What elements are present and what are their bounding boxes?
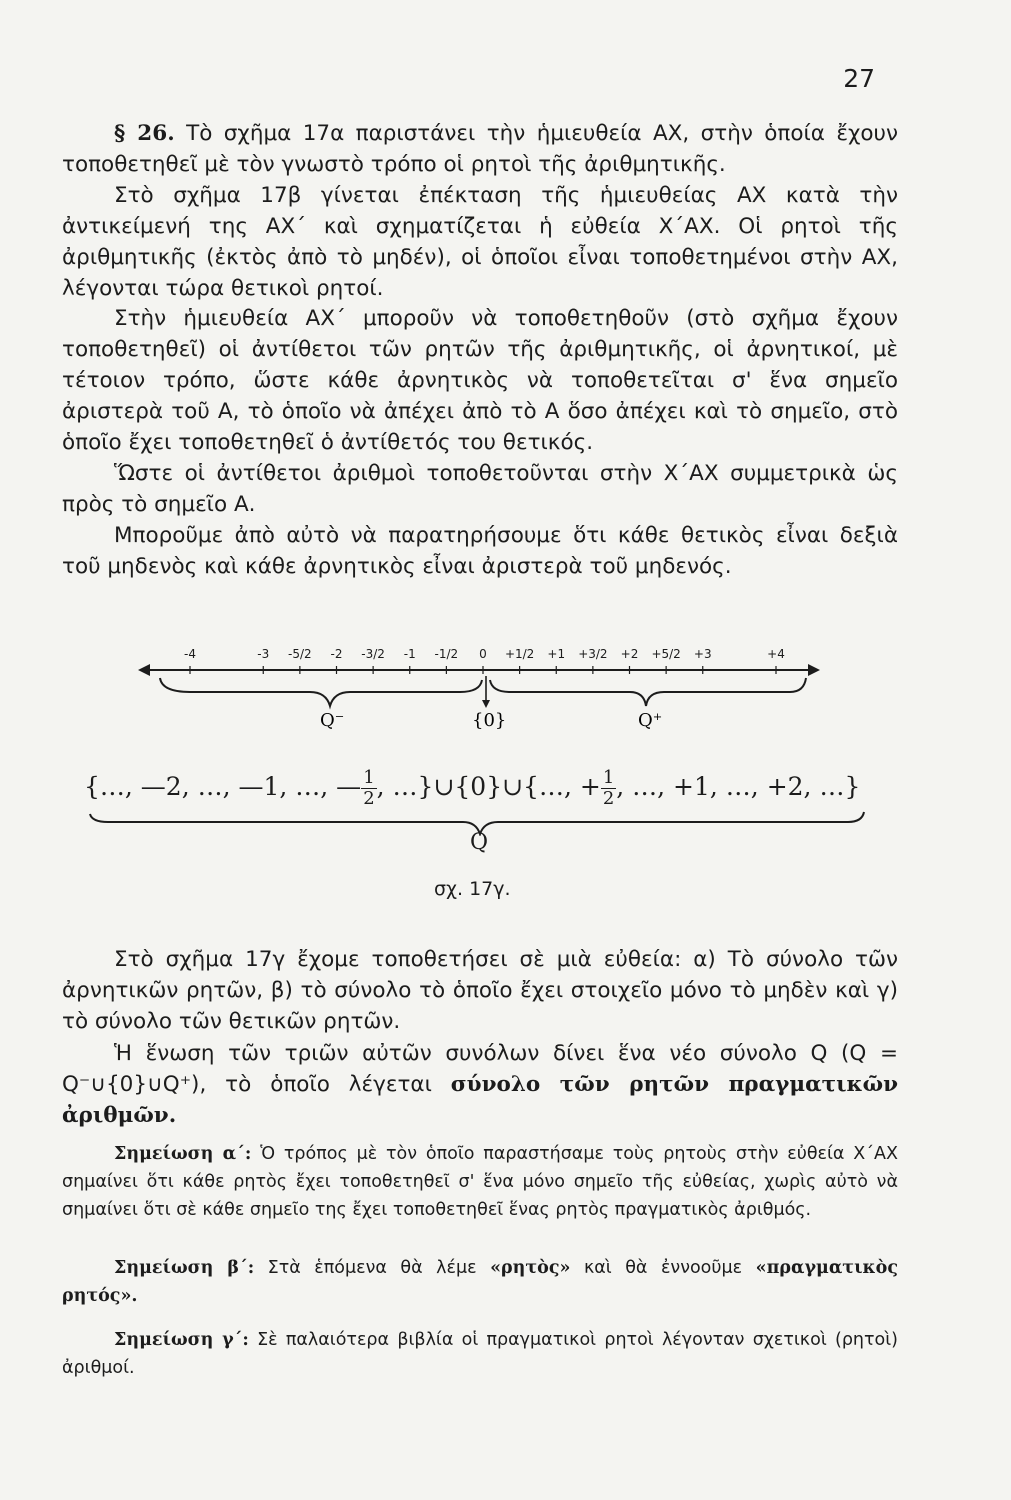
set-part-1: {…, —2, …, —1, …, — <box>84 772 362 801</box>
set-part-2: , …}∪{0}∪{…, + <box>376 772 601 801</box>
fraction-numerator: 1 <box>363 767 375 788</box>
positive-brace <box>490 678 806 706</box>
note-c-text: Σὲ παλαιότερα βιβλία οἱ πραγματικοὶ ρητοὶ λέγονταν σχετικοὶ (ρητοὶ) ἀριθμοί. <box>62 1330 899 1378</box>
tick-label: +1/2 <box>504 647 535 661</box>
note-b-text-1: Στὰ ἑπόμενα θὰ λέμε <box>254 1258 491 1278</box>
q-negative-label: Q⁻ <box>320 710 345 731</box>
negative-brace <box>160 678 482 706</box>
tick-label: +1 <box>547 647 566 661</box>
tick-label: +3 <box>693 647 712 661</box>
paragraph-4: Ὥστε οἱ ἀντίθετοι ἀριθμοὶ τοποθετοῦνται στὴν Χ΄ΑΧ συμμετρικὰ ὡς πρὸς τὸ σημεῖο Α. <box>62 461 898 517</box>
paragraph-5: Μποροῦμε ἀπὸ αὐτὸ νὰ παρατηρήσουμε ὅτι κάθε θετικὸς εἶναι δεξιὰ τοῦ μηδενὸς καὶ κάθε ἀρνητικὸς εἶναι ἀριστερὰ τοῦ μηδενός. <box>62 523 898 579</box>
note-a-label: Σημείωση α΄: <box>114 1144 252 1164</box>
right-arrow-icon <box>808 664 820 676</box>
defined-term: σύνολο τῶν ρητῶν πραγματικῶν ἀριθμῶν. <box>62 1072 898 1128</box>
down-arrow-icon <box>482 700 490 708</box>
paragraph-6: Στὸ σχῆμα 17γ ἔχομε τοποθετήσει σὲ μιὰ εὐθεία: α) Τὸ σύνολο τῶν ἀρνητικῶν ρητῶν, β) τὸ σύνολο τὸ ὁποῖο ἔχει στοιχεῖο μόνο τὸ μηδὲν καὶ γ) τὸ σύνολο τῶν θετικῶν ρητῶν. <box>62 947 898 1034</box>
fraction-positive-half <box>601 768 616 809</box>
paragraph-3: Στὴν ἡμιευθεία ΑΧ΄ μποροῦν νὰ τοποθετηθοῦν (στὸ σχῆμα ἔχουν τοποθετηθεῖ) οἱ ἀντίθετοι τῶν ρητῶν τῆς ἀριθμητικῆς, οἱ ἀρνητικοί, μὲ τέτοιον τρόπο, ὥστε κάθε ἀρνητικὸς νὰ τοποθετεῖται σ' ἕνα σημεῖο ἀριστερὰ τοῦ Α, τὸ ὁποῖο νὰ ἀπέχει ἀπὸ τὸ Α ὅσο ἀπέχει καὶ τὸ σημεῖο, στὸ ὁποῖο ἔχει τοποθετηθεῖ ὁ ἀντίθετός του θετικός. <box>62 306 898 455</box>
fraction-negative-half <box>361 768 376 809</box>
paragraph-1-text: Τὸ σχῆμα 17α παριστάνει τὴν ἡμιευθεία ΑΧ, στὴν ὁποία ἔχουν τοποθετηθεῖ μὲ τὸν γνωστὸ τρόπο οἱ ρητοὶ τῆς ἀριθμητικῆς. <box>62 121 898 177</box>
tick-label: -3 <box>257 647 270 661</box>
tick-label: 0 <box>479 647 487 661</box>
paragraph-7 <box>62 1038 898 1131</box>
rational-set-label: Q <box>470 830 489 855</box>
paragraph-7-text: Ἡ ἕνωση τῶν τριῶν αὐτῶν συνόλων δίνει ἕνα νέο σύνολο Q (Q = Q⁻∪{0}∪Q⁺), τὸ ὁποῖο λέγεται <box>62 1041 898 1097</box>
page-number: 27 <box>843 64 875 93</box>
paragraph-1 <box>62 118 898 180</box>
set-part-3: , …, +1, …, +2, …} <box>616 772 861 801</box>
note-a <box>62 1140 898 1224</box>
tick-label: -1/2 <box>434 647 459 661</box>
note-b-term-2: «πραγματικὸς ρητός». <box>62 1258 898 1306</box>
number-line-figure <box>130 628 830 738</box>
tick-label: -1 <box>403 647 416 661</box>
tick-label: -5/2 <box>288 647 312 661</box>
fraction-denominator: 2 <box>602 788 615 809</box>
left-arrow-icon <box>138 664 150 676</box>
fraction-denominator: 2 <box>363 788 375 809</box>
tick-label: +2 <box>620 647 639 661</box>
tick-label: -4 <box>184 647 196 661</box>
q-positive-label: Q⁺ <box>638 710 663 731</box>
tick-label: -3/2 <box>361 647 385 661</box>
set-union-expression <box>84 768 884 809</box>
section-number: § 26. <box>114 121 175 146</box>
tick-label: +5/2 <box>651 647 681 661</box>
note-b-label: Σημείωση β΄: <box>114 1258 255 1278</box>
note-c-label: Σημείωση γ΄: <box>114 1330 249 1350</box>
note-c <box>62 1326 898 1382</box>
note-b-text-2: καὶ θὰ ἐννοοῦμε <box>570 1258 756 1278</box>
note-a-text: Ὁ τρόπος μὲ τὸν ὁποῖο παραστήσαμε τοὺς ρητοὺς στὴν εὐθεία Χ΄ΑΧ σημαίνει ὅτι κάθε ρητὸς ἔχει τοποθετηθεῖ σ' ἕνα μόνο σημεῖο τῆς εὐθείας, χωρὶς αὐτὸ νὰ σημαίνει ὅτι σὲ κάθε σημεῖο της ἔχει τοποθετηθεῖ ἕνας ρητὸς πραγματικὸς ἀριθμός. <box>62 1144 899 1220</box>
fraction-numerator: 1 <box>602 767 615 788</box>
note-b <box>62 1254 898 1310</box>
tick-label: -2 <box>330 647 343 661</box>
paragraph-2: Στὸ σχῆμα 17β γίνεται ἐπέκταση τῆς ἡμιευθείας ΑΧ κατὰ τὴν ἀντικείμενή της ΑΧ΄ καὶ σχηματίζεται ἡ εὐθεία Χ΄ΑΧ. Οἱ ρητοὶ τῆς ἀριθμητικῆς (ἐκτὸς ἀπὸ τὸ μηδέν), οἱ ὁποῖοι εἶναι τοποθετημένοι στὴν ΑΧ, λέγονται τώρα θετικοὶ ρητοί. <box>62 183 898 301</box>
zero-set-label: {0} <box>472 710 507 731</box>
note-b-term-1: «ρητὸς» <box>490 1258 571 1278</box>
tick-label: +4 <box>767 647 785 661</box>
figure-caption: σχ. 17γ. <box>434 878 511 900</box>
tick-label: +3/2 <box>578 647 608 661</box>
